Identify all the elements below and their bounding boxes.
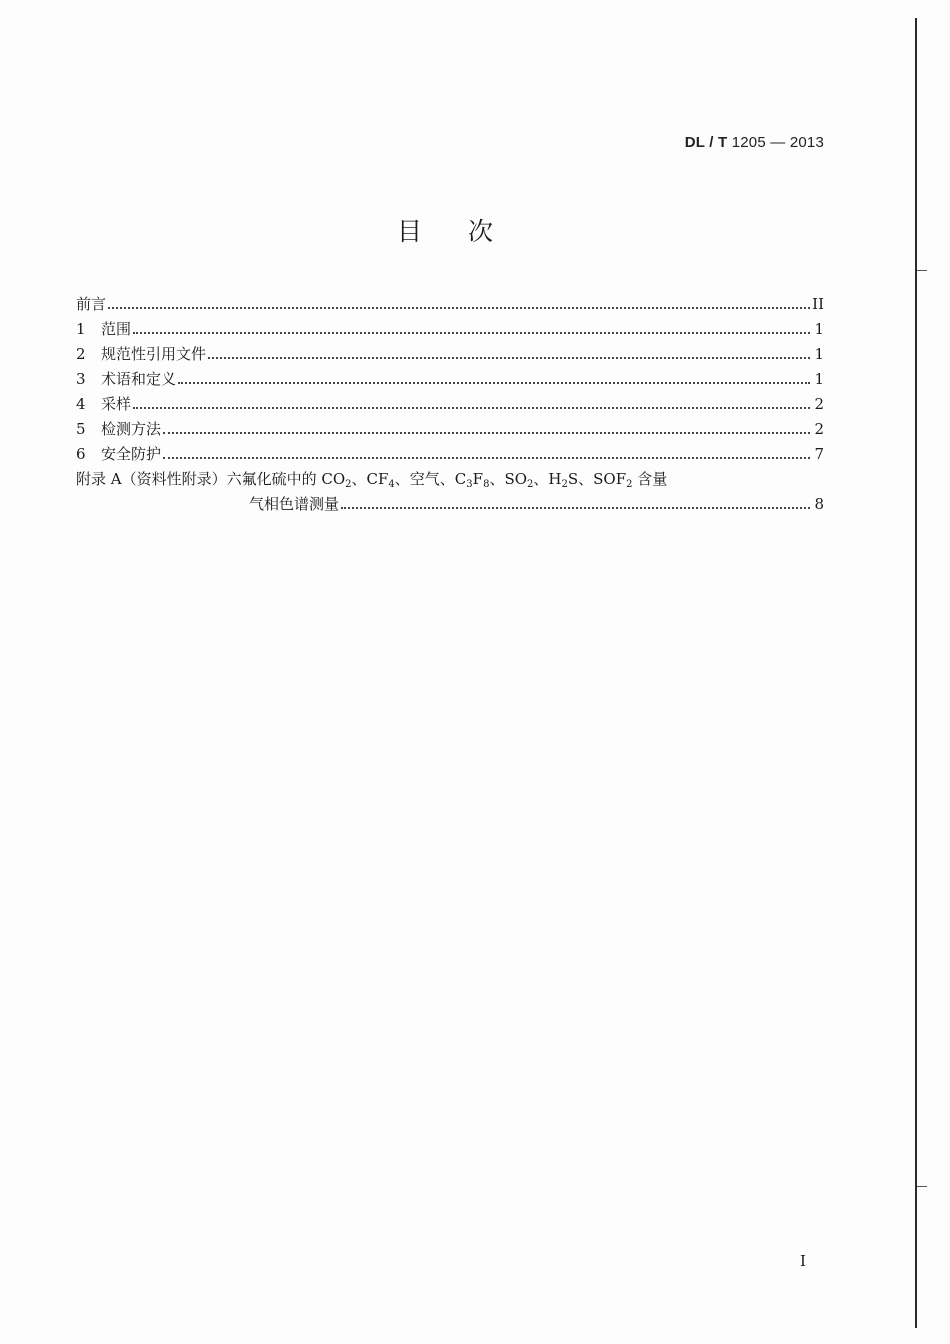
- binding-edge-line: [915, 18, 917, 1328]
- toc-entry-scope[interactable]: [76, 317, 824, 342]
- toc-appendix-text: 、H: [533, 470, 562, 488]
- document-code-number: 1205 — 2013: [727, 134, 824, 151]
- toc-entry-label: 检测方法: [101, 420, 162, 438]
- toc-appendix-subscript: 8: [483, 479, 490, 490]
- toc-appendix-prefix: 附录 A（资料性附录）: [76, 470, 227, 488]
- toc-appendix-text: 六氟化硫中的 CO: [226, 470, 346, 488]
- toc-appendix-text: 、SO: [489, 470, 528, 488]
- toc-entry-page: 7: [814, 445, 824, 463]
- toc-entry-number: 6: [76, 445, 86, 463]
- page-title: 目次: [396, 217, 539, 246]
- toc-appendix-title-line: [76, 467, 824, 492]
- table-of-contents: [76, 292, 824, 517]
- toc-entry-number: 4: [76, 395, 86, 413]
- toc-leader-dots: [178, 382, 810, 384]
- toc-appendix-subscript: 2: [345, 479, 352, 490]
- toc-leader-dots: [163, 457, 810, 459]
- toc-entry-foreword[interactable]: [76, 292, 824, 317]
- toc-leader-dots: [133, 332, 810, 334]
- toc-entry-page: 2: [814, 420, 824, 438]
- toc-appendix-subscript: 4: [388, 479, 395, 490]
- toc-entry-page: II: [812, 295, 824, 313]
- toc-entry-label: 采样: [101, 395, 132, 413]
- toc-entry-page: 2: [814, 395, 824, 413]
- toc-entry-number: 1: [76, 320, 86, 338]
- toc-entry-page: 1: [814, 370, 824, 388]
- binding-tick-mark: [917, 1186, 927, 1187]
- toc-leader-dots: [208, 357, 810, 359]
- toc-entry-sampling[interactable]: [76, 392, 824, 417]
- toc-entry-page: 8: [814, 495, 824, 513]
- toc-entry-test-methods[interactable]: [76, 417, 824, 442]
- binding-tick-mark: [917, 270, 927, 271]
- toc-entry-number: 3: [76, 370, 86, 388]
- toc-appendix-subscript: 3: [466, 479, 473, 490]
- page-folio-number: I: [800, 1252, 806, 1270]
- toc-leader-dots: [341, 507, 810, 509]
- toc-entry-page: 1: [814, 345, 824, 363]
- toc-entry-label: 规范性引用文件: [101, 345, 207, 363]
- toc-appendix-text: S、SOF: [567, 470, 627, 488]
- toc-entry-label: 前言: [76, 295, 107, 313]
- toc-appendix-subscript: 2: [626, 479, 633, 490]
- toc-entry-label: 气相色谱测量: [249, 495, 340, 513]
- toc-entry-page: 1: [814, 320, 824, 338]
- toc-leader-dots: [163, 432, 810, 434]
- toc-entry-label: 范围: [101, 320, 132, 338]
- document-code: [685, 134, 824, 151]
- toc-entry-label: 术语和定义: [101, 370, 177, 388]
- toc-appendix-subscript: 2: [527, 479, 534, 490]
- toc-appendix-text: 、CF: [351, 470, 389, 488]
- toc-entry-label: 安全防护: [101, 445, 162, 463]
- toc-entry-appendix-a[interactable]: [76, 467, 824, 517]
- document-code-prefix: DL / T: [684, 134, 728, 151]
- toc-appendix-second-line: [76, 492, 824, 517]
- toc-leader-dots: [133, 407, 810, 409]
- toc-entry-safety-protection[interactable]: [76, 442, 824, 467]
- toc-appendix-subscript: 2: [561, 479, 568, 490]
- toc-entry-terms-definitions[interactable]: [76, 367, 824, 392]
- toc-appendix-text: 含量: [632, 470, 668, 488]
- toc-entry-normative-references[interactable]: [76, 342, 824, 367]
- toc-leader-dots: [108, 307, 810, 309]
- toc-appendix-text: F: [472, 470, 484, 488]
- toc-entry-number: 5: [76, 420, 86, 438]
- toc-appendix-text: 、空气、C: [394, 470, 467, 488]
- toc-entry-number: 2: [76, 345, 86, 363]
